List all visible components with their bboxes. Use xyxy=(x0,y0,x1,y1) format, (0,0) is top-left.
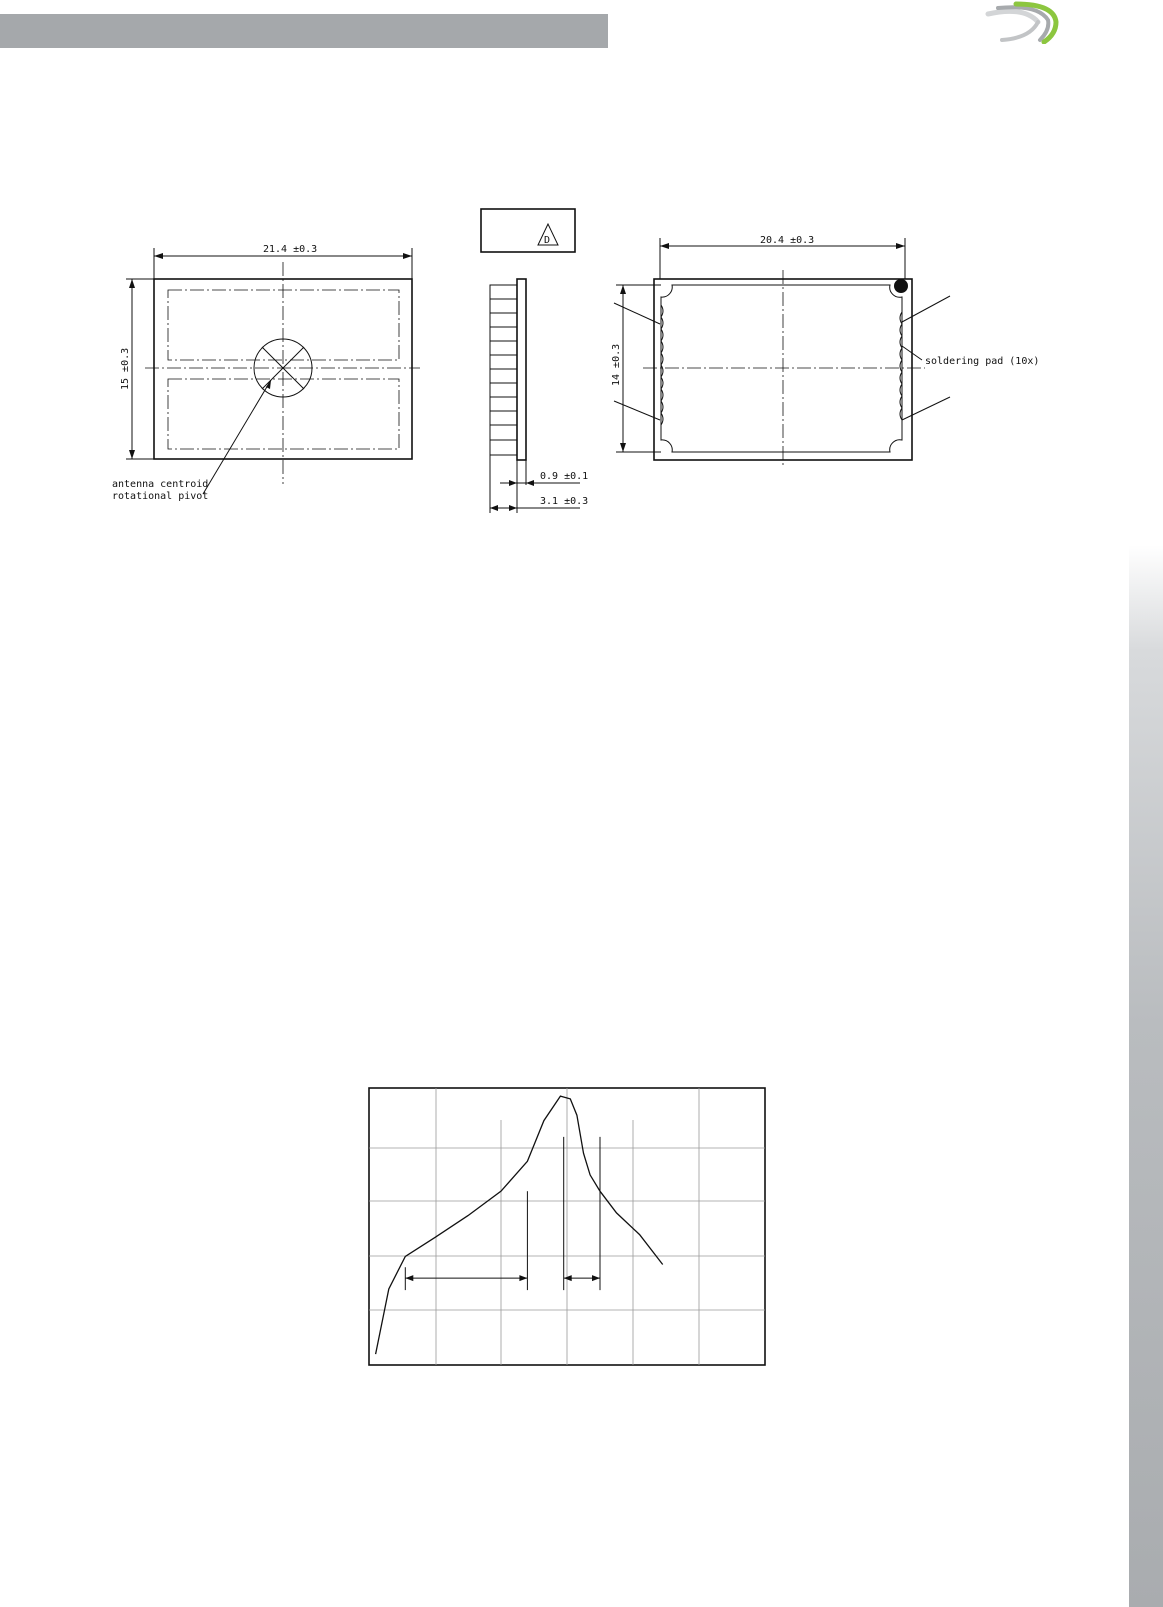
lower-patch-outline xyxy=(168,379,399,449)
marking-box xyxy=(481,209,575,252)
response-curve xyxy=(376,1096,663,1354)
callout-line-2: rotational pivot xyxy=(112,491,209,502)
ground-plane-outline xyxy=(661,285,902,452)
side-substrate xyxy=(517,279,526,460)
marking-symbol: D xyxy=(544,235,551,246)
frequency-chart xyxy=(369,1088,765,1365)
side-patch-stack xyxy=(490,285,517,455)
bottom-height-dim: 14 ±0.3 xyxy=(611,343,622,386)
top-view xyxy=(112,244,420,502)
pin-one-marker xyxy=(894,279,908,293)
callout-line-1: antenna centroid xyxy=(112,479,209,490)
upper-patch-outline xyxy=(168,290,399,360)
side-view xyxy=(481,209,588,513)
top-height-dim: 15 ±0.3 xyxy=(120,347,131,390)
soldering-pad-callout: soldering pad (10x) xyxy=(925,356,1040,367)
chart-grid xyxy=(369,1088,765,1365)
top-width-dim: 21.4 ±0.3 xyxy=(263,244,318,255)
bottom-view xyxy=(611,235,1039,468)
bottom-width-dim: 20.4 ±0.3 xyxy=(760,235,815,246)
side-thin-dim: 0.9 ±0.1 xyxy=(540,471,589,482)
side-total-dim: 3.1 ±0.3 xyxy=(540,496,589,507)
